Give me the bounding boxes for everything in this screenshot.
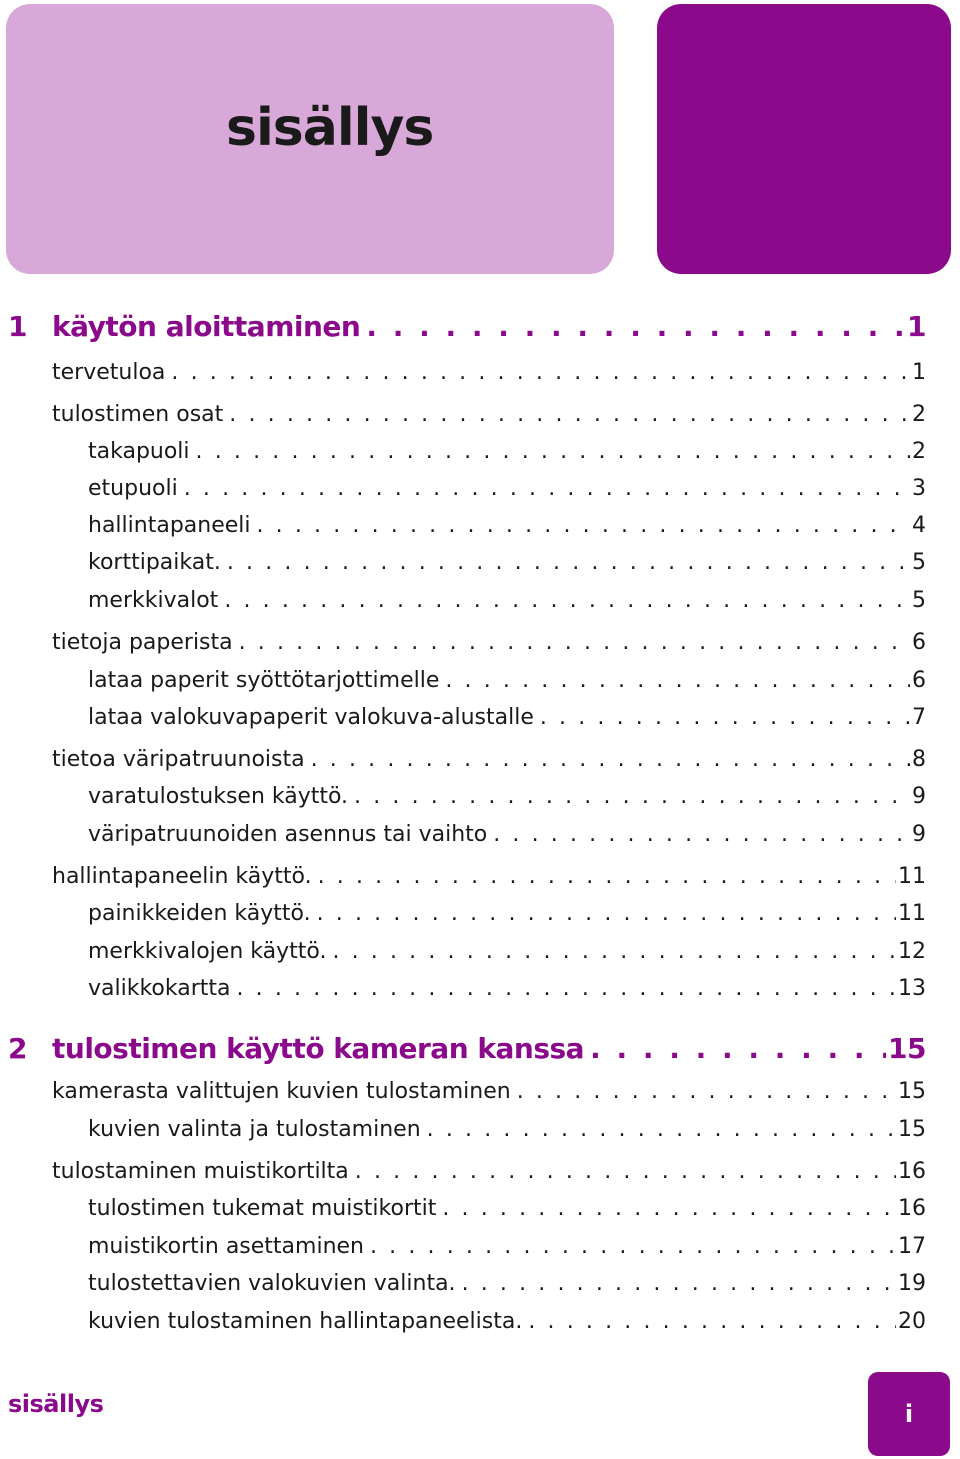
toc-entry-page: 20: [898, 1309, 926, 1334]
toc-entry-label: painikkeiden käyttö.: [88, 901, 311, 926]
dot-leader: [227, 550, 910, 575]
toc-entry-label: tulostimen osat: [52, 402, 224, 427]
toc-entry-label: tietoja paperista: [52, 630, 233, 655]
dot-leader: [311, 747, 910, 772]
dot-leader: [462, 1271, 896, 1296]
toc-subentry[interactable]: [88, 1309, 926, 1341]
dot-leader: [318, 864, 896, 889]
toc-entry-label: kamerasta valittujen kuvien tulostaminen: [52, 1079, 511, 1104]
toc-entry-page: 6: [912, 630, 926, 655]
toc-subentry[interactable]: [88, 668, 926, 700]
toc-entry-page: 12: [898, 939, 926, 964]
chapter-page: 15: [888, 1032, 926, 1065]
toc-entry-label: tulostimen tukemat muistikortit: [88, 1196, 437, 1221]
toc-subentry[interactable]: [88, 939, 926, 971]
toc-entry-page: 2: [912, 439, 926, 464]
dot-leader: [196, 439, 910, 464]
footer-section-label: sisällys: [8, 1390, 104, 1418]
toc-entry-page: 13: [898, 976, 926, 1001]
toc-entry[interactable]: [52, 1079, 926, 1111]
toc-subentry[interactable]: [88, 822, 926, 854]
toc-subentry[interactable]: [88, 513, 926, 545]
toc-entry-page: 19: [898, 1271, 926, 1296]
toc-entry-page: 9: [912, 822, 926, 847]
toc-entry[interactable]: [52, 360, 926, 392]
toc-entry-label: hallintapaneelin käyttö.: [52, 864, 312, 889]
chapter-number: 2: [8, 1032, 27, 1065]
toc-subentry[interactable]: [88, 1117, 926, 1149]
dot-leader: [184, 476, 910, 501]
toc-subentry[interactable]: [88, 476, 926, 508]
dot-leader: [354, 784, 910, 809]
toc-subentry[interactable]: [88, 976, 926, 1008]
toc-entry-page: 17: [898, 1234, 926, 1259]
toc-entry-label: muistikortin asettaminen: [88, 1234, 364, 1259]
toc-subentry[interactable]: [88, 705, 926, 737]
header-panel-dark: [657, 4, 951, 274]
dot-leader: [332, 939, 896, 964]
chapter-number: 1: [8, 310, 27, 343]
toc-entry-label: lataa paperit syöttötarjottimelle: [88, 668, 440, 693]
toc-entry-page: 8: [912, 747, 926, 772]
dot-leader: [540, 705, 910, 730]
toc-chapter-2[interactable]: [8, 1032, 926, 1064]
toc-subentry[interactable]: [88, 784, 926, 816]
toc-entry[interactable]: [52, 1159, 926, 1191]
toc-entry-label: merkkivalot: [88, 588, 219, 613]
toc-subentry[interactable]: [88, 901, 926, 933]
toc-entry-page: 9: [912, 784, 926, 809]
dot-leader: [366, 310, 905, 343]
toc-entry-label: kuvien valinta ja tulostaminen: [88, 1117, 421, 1142]
dot-leader: [517, 1079, 896, 1104]
toc-entry-label: korttipaikat.: [88, 550, 221, 575]
toc-subentry[interactable]: [88, 1271, 926, 1303]
dot-leader: [257, 513, 911, 538]
toc-entry-label: väripatruunoiden asennus tai vaihto: [88, 822, 488, 847]
toc-entry-page: 5: [912, 588, 926, 613]
toc-entry-page: 4: [912, 513, 926, 538]
toc-entry[interactable]: [52, 402, 926, 434]
toc-entry-label: tulostettavien valokuvien valinta.: [88, 1271, 456, 1296]
toc-entry-page: 16: [898, 1196, 926, 1221]
toc-entry-label: tulostaminen muistikortilta: [52, 1159, 349, 1184]
dot-leader: [493, 822, 910, 847]
dot-leader: [171, 360, 910, 385]
toc-entry-label: valikkokartta: [88, 976, 231, 1001]
toc-entry-page: 3: [912, 476, 926, 501]
dot-leader: [445, 668, 910, 693]
toc-entry-page: 15: [898, 1079, 926, 1104]
toc-entry-page: 11: [898, 864, 926, 889]
chapter-title: tulostimen käyttö kameran kanssa: [52, 1032, 585, 1065]
toc-entry-page: 11: [898, 901, 926, 926]
toc-entry-label: kuvien tulostaminen hallintapaneelista.: [88, 1309, 523, 1334]
dot-leader: [528, 1309, 896, 1334]
dot-leader: [237, 976, 897, 1001]
toc-chapter-1[interactable]: [8, 310, 926, 342]
toc-entry-label: takapuoli: [88, 439, 190, 464]
dot-leader: [590, 1032, 886, 1065]
page-title: sisällys: [226, 98, 434, 158]
dot-leader: [355, 1159, 896, 1184]
toc-entry-page: 15: [898, 1117, 926, 1142]
toc-entry-label: etupuoli: [88, 476, 178, 501]
toc-subentry[interactable]: [88, 439, 926, 471]
toc-entry-label: merkkivalojen käyttö.: [88, 939, 327, 964]
toc-entry-page: 1: [912, 360, 926, 385]
dot-leader: [224, 588, 910, 613]
toc-subentry[interactable]: [88, 1196, 926, 1228]
page-number: i: [904, 1400, 914, 1428]
toc-entry-label: tietoa väripatruunoista: [52, 747, 305, 772]
toc-entry[interactable]: [52, 747, 926, 779]
toc-entry-label: hallintapaneeli: [88, 513, 251, 538]
toc-entry-page: 16: [898, 1159, 926, 1184]
toc-entry[interactable]: [52, 864, 926, 896]
toc-entry-label: varatulostuksen käyttö.: [88, 784, 349, 809]
chapter-title: käytön aloittaminen: [52, 310, 361, 343]
dot-leader: [317, 901, 896, 926]
toc-entry-label: tervetuloa: [52, 360, 166, 385]
dot-leader: [442, 1196, 896, 1221]
toc-entry-page: 6: [912, 668, 926, 693]
toc-entry-page: 5: [912, 550, 926, 575]
toc-subentry[interactable]: [88, 550, 926, 582]
dot-leader: [229, 402, 910, 427]
toc-entry[interactable]: [52, 630, 926, 662]
dot-leader: [370, 1234, 896, 1259]
dot-leader: [239, 630, 910, 655]
page-number-badge: [868, 1372, 950, 1456]
toc-entry-label: lataa valokuvapaperit valokuva-alustalle: [88, 705, 534, 730]
chapter-page: 1: [907, 310, 926, 343]
toc-subentry[interactable]: [88, 588, 926, 620]
dot-leader: [427, 1117, 896, 1142]
toc-entry-page: 7: [912, 705, 926, 730]
toc-subentry[interactable]: [88, 1234, 926, 1266]
toc-entry-page: 2: [912, 402, 926, 427]
